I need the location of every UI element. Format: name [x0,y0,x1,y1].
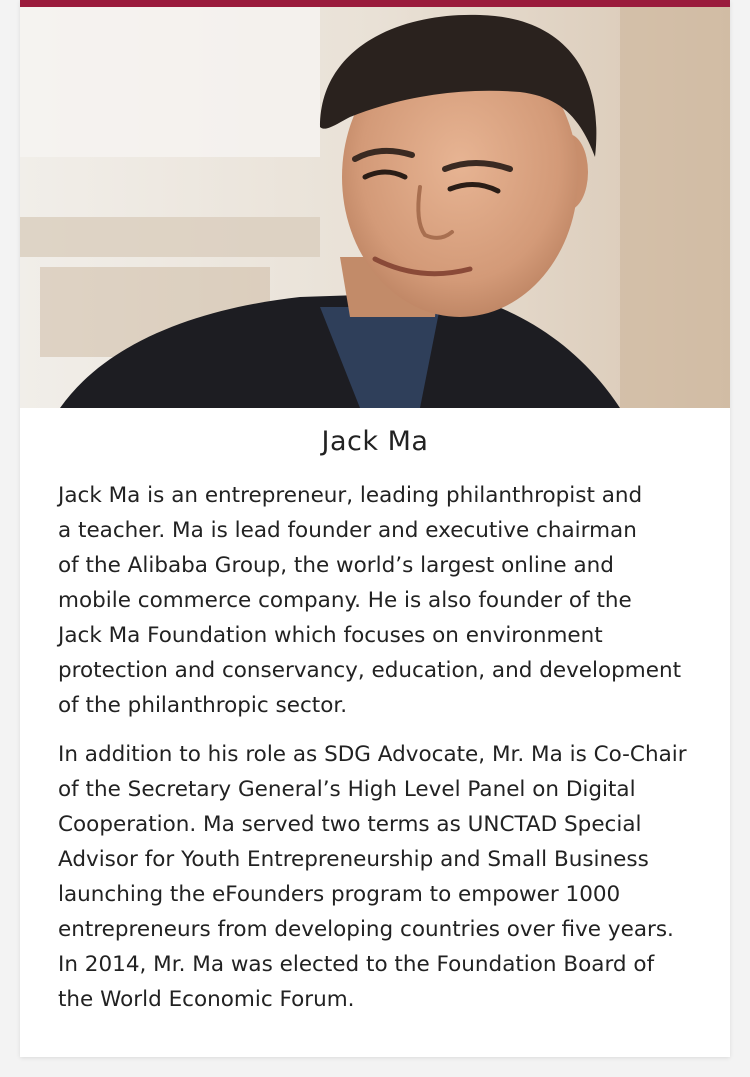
profile-card [20,0,730,1057]
bio-paragraph: Jack Ma is an entrepreneur, leading philanthropist and a teacher. Ma is lead founder and executive chairman of the Alibaba Group, the world’s largest online and mobile commerce company. He is also founder of the Jack Ma Foundation which focuses on environment protection and conservancy, education, and development of the philanthropic sector. [58,483,682,718]
bio-paragraph: In addition to his role as SDG Advocate, Mr. Ma is Co-Chair of the Secretary General’s High Level Panel on Digital Cooperation. Ma served two terms as UNCTAD Special Advisor for Youth Entrepreneurship and Small Business launching the eFounders program to empower 1000 entrepreneurs from developing countries over five years. In 2014, Mr. Ma was elected to the Foundation Board of the World Economic Forum. [58,742,687,1012]
profile-name: Jack Ma [321,426,429,457]
card-accent-bar [20,0,730,7]
profile-photo [20,7,730,408]
profile-bio [58,478,726,1031]
